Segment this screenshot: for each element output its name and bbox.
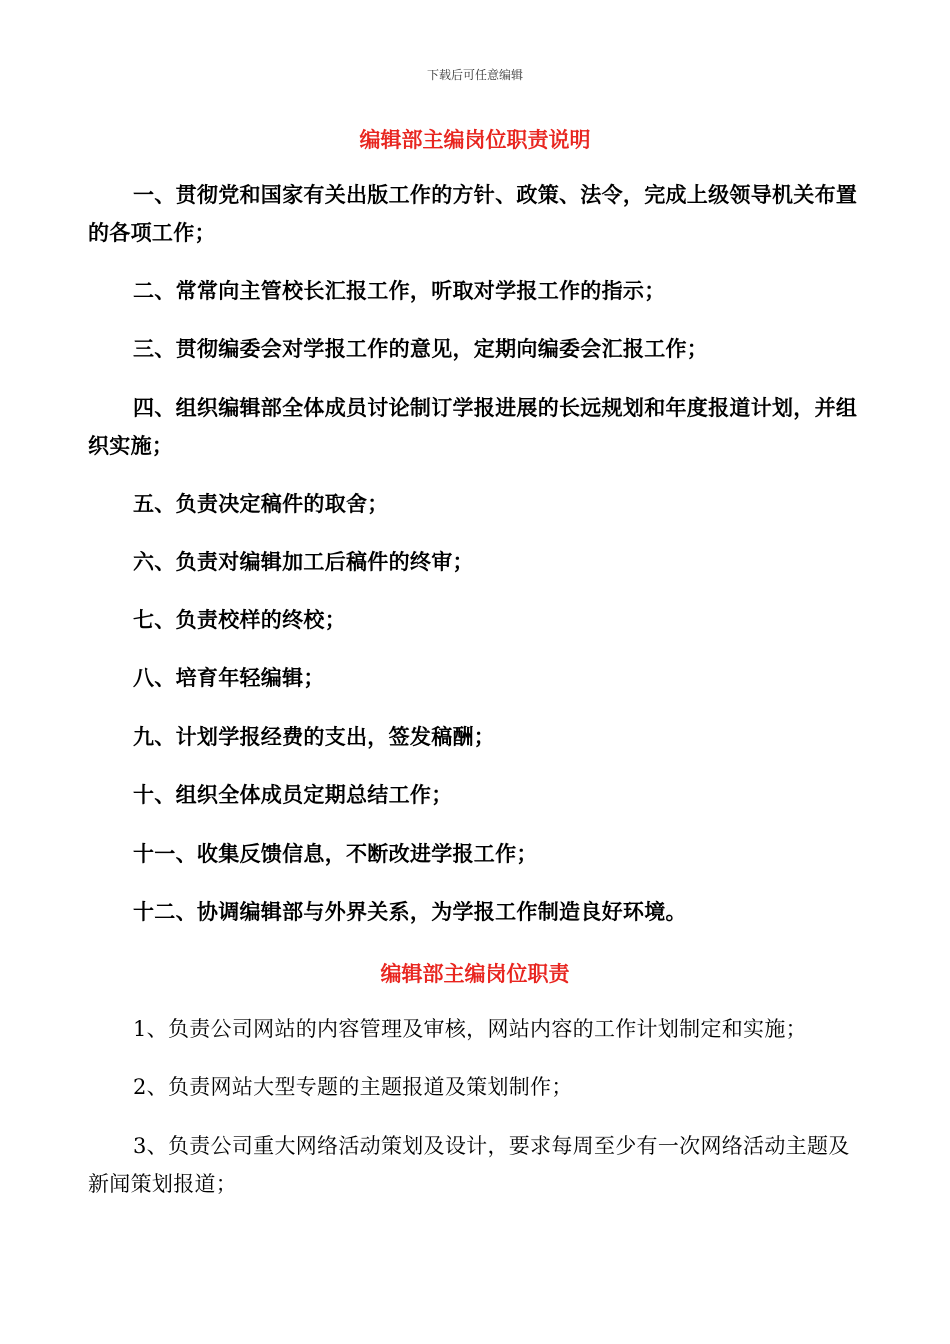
header-note: 下载后可任意编辑 bbox=[426, 68, 523, 82]
section-1-item-6: 六、负责对编辑加工后稿件的终审； bbox=[133, 550, 474, 574]
section-2-title: 编辑部主编岗位职责 bbox=[380, 962, 570, 986]
section-1-item-3: 三、贯彻编委会对学报工作的意见，定期向编委会汇报工作； bbox=[133, 337, 709, 361]
section-1-title: 编辑部主编岗位职责说明 bbox=[359, 128, 591, 152]
section-1-item-9: 九、计划学报经费的支出，签发稿酬； bbox=[133, 725, 496, 749]
section-2-item-1: 1、负责公司网站的内容管理及审核，网站内容的工作计划制定和实施； bbox=[133, 1017, 807, 1041]
section-1-item-1: 一、贯彻党和国家有关出版工作的方针、政策、法令，完成上级领导机关布置的各项工作； bbox=[88, 183, 858, 245]
section-1-item-10: 十、组织全体成员定期总结工作； bbox=[133, 783, 453, 807]
section-2-item-2: 2、负责网站大型专题的主题报道及策划制作； bbox=[133, 1075, 573, 1099]
section-1-item-5: 五、负责决定稿件的取舍； bbox=[133, 492, 389, 516]
section-1-item-12: 十二、协调编辑部与外界关系，为学报工作制造良好环境。 bbox=[133, 900, 687, 924]
section-1-item-8: 八、培育年轻编辑； bbox=[133, 666, 325, 690]
section-1-item-4: 四、组织编辑部全体成员讨论制订学报进展的长远规划和年度报道计划，并组织实施； bbox=[88, 396, 858, 458]
section-1-item-11: 十一、收集反馈信息，不断改进学报工作； bbox=[133, 842, 538, 866]
section-1-item-2: 二、常常向主管校长汇报工作，听取对学报工作的指示； bbox=[133, 279, 666, 303]
section-2-item-3: 3、负责公司重大网络活动策划及设计，要求每周至少有一次网络活动主题及新闻策划报道； bbox=[88, 1134, 850, 1196]
section-1-item-7: 七、负责校样的终校； bbox=[133, 608, 346, 632]
